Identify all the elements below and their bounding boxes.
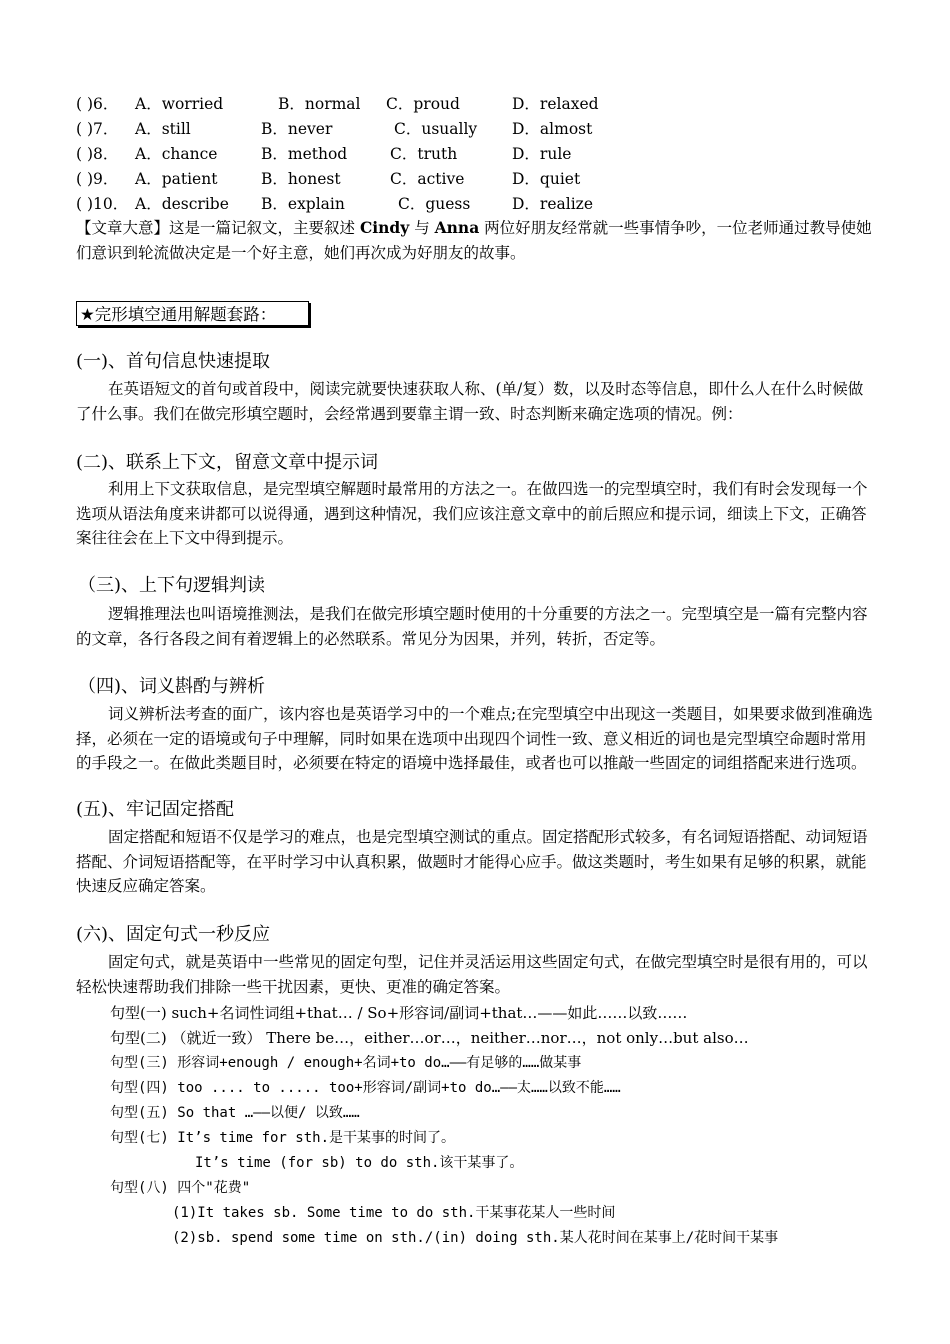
section-box-title: ★完形填空通用解题套路： xyxy=(76,301,309,326)
section-heading: (六)、固定句式一秒反应 xyxy=(76,924,271,945)
option-d: D．almost xyxy=(512,120,593,138)
summary-name: Anna xyxy=(434,218,480,237)
option-c: C．active xyxy=(390,170,465,188)
option-d: D．realize xyxy=(512,195,594,213)
sentence-pattern: 句型(三) 形容词+enough / enough+名词+to do…——有足够的……做某事 xyxy=(110,1055,582,1071)
option-a: A．still xyxy=(135,120,191,138)
sentence-pattern: It’s time (for sb) to do sth.该干某事了。 xyxy=(195,1155,524,1171)
question-number: ( )7． xyxy=(76,120,119,138)
sentence-pattern: 句型(五) So that …——以便/ 以致…… xyxy=(110,1105,360,1121)
sentence-pattern: 句型(七) It’s time for sth.是干某事的时间了。 xyxy=(110,1130,456,1146)
option-b: B．honest xyxy=(261,170,341,188)
option-c: C．guess xyxy=(398,195,471,213)
option-a: A．patient xyxy=(135,170,218,188)
section-heading: (一)、首句信息快速提取 xyxy=(76,351,271,372)
option-c: C．proud xyxy=(386,95,460,113)
option-a: A．chance xyxy=(135,145,218,163)
option-b: B．explain xyxy=(261,195,345,213)
option-d: D．relaxed xyxy=(512,95,599,113)
sentence-pattern: 句型(四) too .... to ..... too+形容词/副词+to do…——太……以致不能…… xyxy=(110,1080,621,1096)
summary-text: 两位好朋友经常就一些事情争吵，一位老师通过教导使她们意识到轮流做决定是一个好主意，她们再次成为好朋友的故事。 xyxy=(76,219,872,262)
section-body: 在英语短文的首句或首段中，阅读完就要快速获取人称、(单/复）数，以及时态等信息，即什么人在什么时候做了什么事。我们在做完形填空题时，会经常遇到要靠主谓一致、时态判断来确定选项的情况。例： xyxy=(76,380,864,423)
question-number: ( )10． xyxy=(76,195,129,213)
section-heading: (五)、牢记固定搭配 xyxy=(76,799,235,820)
section-heading: （四)、词义斟酌与辨析 xyxy=(78,676,266,697)
summary-text: 与 xyxy=(409,219,435,237)
question-number: ( )6． xyxy=(76,95,119,113)
sentence-pattern: 句型(二) （就近一致） There be…，either…or…，neither…nor…，not only…but also… xyxy=(110,1029,749,1047)
option-b: B．never xyxy=(261,120,333,138)
option-b: B．normal xyxy=(278,95,361,113)
section-body: 利用上下文获取信息，是完型填空解题时最常用的方法之一。在做四选一的完型填空时，我们有时会发现每一个选项从语法角度来讲都可以说得通，遇到这种情况，我们应该注意文章中的前后照应和提示词，细读上下文，正确答案往往会在上下文中得到提示。 xyxy=(76,480,868,547)
section-heading: （三)、上下句逻辑判读 xyxy=(78,575,266,596)
section-body: 逻辑推理法也叫语境推测法，是我们在做完形填空题时使用的十分重要的方法之一。完型填空是一篇有完整内容的文章，各行各段之间有着逻辑上的必然联系。常见分为因果，并列，转折，否定等。 xyxy=(76,605,868,648)
sentence-pattern: (1)It takes sb. Some time to do sth.干某事花某人一些时间 xyxy=(172,1205,616,1221)
option-c: C．usually xyxy=(394,120,478,138)
option-d: D．rule xyxy=(512,145,572,163)
option-b: B．method xyxy=(261,145,348,163)
section-heading: (二)、联系上下文，留意文章中提示词 xyxy=(76,452,379,473)
sentence-pattern: (2)sb. spend some time on sth./(in) doing sth.某人花时间在某事上/花时间干某事 xyxy=(172,1230,779,1246)
section-body: 固定搭配和短语不仅是学习的难点，也是完型填空测试的重点。固定搭配形式较多，有名词短语搭配、动词短语搭配、介词短语搭配等，在平时学习中认真积累，做题时才能得心应手。做这类题时，考生如果有足够的积累，就能快速反应确定答案。 xyxy=(76,828,868,895)
question-number: ( )9． xyxy=(76,170,119,188)
section-body: 固定句式，就是英语中一些常见的固定句型，记住并灵活运用这些固定句式，在做完型填空时是很有用的，可以轻松快速帮助我们排除一些干扰因素，更快、更准的确定答案。 xyxy=(76,953,868,996)
option-c: C．truth xyxy=(390,145,458,163)
sentence-pattern: 句型(一) such+名词性词组+that… / So+形容词/副词+that…——如此……以致…… xyxy=(110,1004,688,1022)
option-a: A．worried xyxy=(135,95,224,113)
sentence-pattern: 句型(八) 四个"花费" xyxy=(110,1180,251,1196)
question-number: ( )8． xyxy=(76,145,119,163)
summary-name: Cindy xyxy=(359,218,410,237)
section-body: 词义辨析法考查的面广，该内容也是英语学习中的一个难点;在完型填空中出现这一类题目，如果要求做到准确选择，必须在一定的语境或句子中理解，同时如果在选项中出现四个词性一致、意义相近的词也是完型填空命题时常用的手段之一。在做此类题目时，必须要在特定的语境中选择最佳，或者也可以推敲一些固定的词组搭配来进行选项。 xyxy=(76,705,873,772)
option-d: D．quiet xyxy=(512,170,581,188)
article-summary xyxy=(76,216,876,265)
summary-text: 【文章大意】这是一篇记叙文，主要叙述 xyxy=(76,219,360,237)
option-a: A．describe xyxy=(135,195,229,213)
